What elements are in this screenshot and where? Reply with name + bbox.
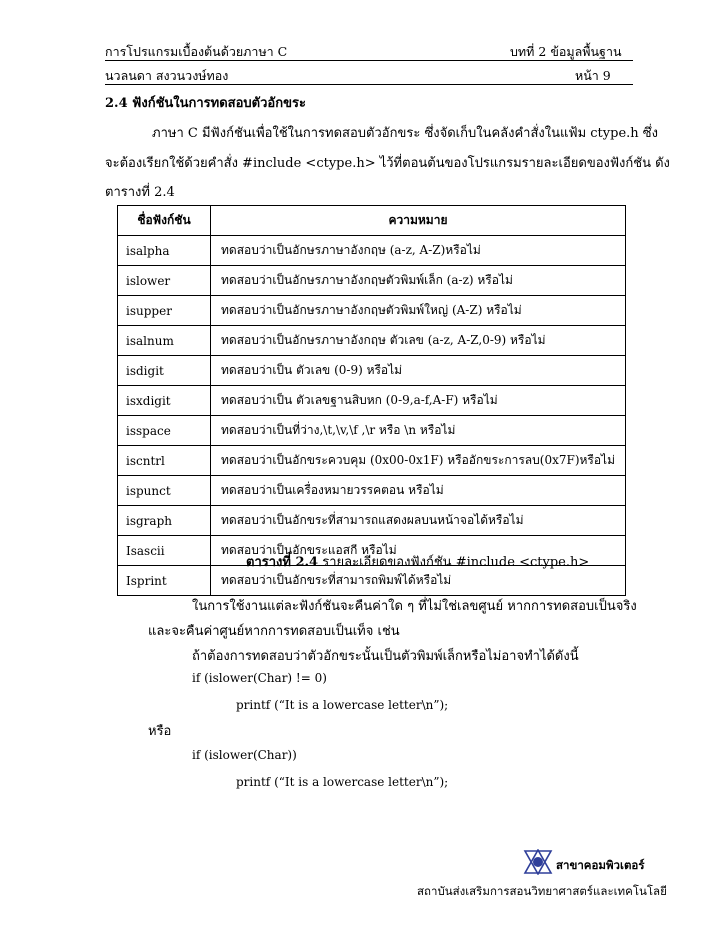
usage-paragraph-line-3: ถ้าต้องการทดสอบว่าตัวอักขระนั้นเป็นตัวพิมพ์เล็กหรือไม่อาจทำได้ดังนี้ [192,649,579,664]
function-name: isxdigit [118,386,211,416]
table-row [118,416,626,446]
table-row [118,266,626,296]
function-name: Isascii [118,536,211,566]
institute-logo-icon [523,849,553,875]
intro-paragraph-line-2: จะต้องเรียกใช้ด้วยคำสั่ง #include <ctype.h> ไว้ที่ตอนต้นของโปรแกรมรายละเอียดของฟังก์ชัน ดัง [105,156,670,171]
function-name: Isprint [118,566,211,596]
table-row [118,476,626,506]
function-description: ทดสอบว่าเป็นอักขระที่สามารถพิมพ์ได้หรือไม่ [211,566,626,596]
function-name: isgraph [118,506,211,536]
table-row [118,356,626,386]
code-example-2-printf: printf (“It is a lowercase letter\n”); [236,775,449,789]
table-row [118,446,626,476]
table-row [118,506,626,536]
code-example-1-condition: if (islower(Char) != 0) [192,671,327,685]
function-description: ทดสอบว่าเป็น ตัวเลขฐานสิบหก (0-9,a-f,A-F) หรือไม่ [211,386,626,416]
function-description: ทดสอบว่าเป็นอักขระที่สามารถแสดงผลบนหน้าจอได้หรือไม่ [211,506,626,536]
function-name: iscntrl [118,446,211,476]
usage-paragraph-line-1: ในการใช้งานแต่ละฟังก์ชันจะคืนค่าใด ๆ ที่ไม่ใช่เลขศูนย์ หากการทดสอบเป็นจริง [192,599,637,614]
header-author: นวลนดา สงวนวงษ์ทอง [105,68,229,83]
function-description: ทดสอบว่าเป็นอักขระควบคุม (0x00-0x1F) หรืออักขระการลบ(0x7F)หรือไม่ [211,446,626,476]
ctype-function-table [117,205,626,596]
function-name: isalpha [118,236,211,266]
function-name: ispunct [118,476,211,506]
intro-paragraph-line-1: ภาษา C มีฟังก์ชันเพื่อใช้ในการทดสอบตัวอักขระ ซึ่งจัดเก็บในคลังคำสั่งในแฟ้ม ctype.h ซึ่ง [152,126,658,141]
table-row [118,326,626,356]
header-chapter: บทที่ 2 ข้อมูลพื้นฐาน [510,44,622,59]
function-name: isspace [118,416,211,446]
function-description: ทดสอบว่าเป็นอักขระแอสกี หรือไม่ [211,536,626,566]
table-row [118,296,626,326]
function-name: isdigit [118,356,211,386]
function-name: isalnum [118,326,211,356]
section-heading: 2.4 ฟังก์ชันในการทดสอบตัวอักขระ [105,96,306,111]
function-description: ทดสอบว่าเป็นที่ว่าง,\t,\v,\f ,\r หรือ \n หรือไม่ [211,416,626,446]
or-text: หรือ [148,724,172,739]
intro-paragraph-line-3: ตารางที่ 2.4 [105,185,175,200]
table-caption-text: รายละเอียดของฟังก์ชัน #include <ctype.h> [318,555,590,570]
column-header-function: ชื่อฟังก์ชัน [118,206,211,236]
function-name: islower [118,266,211,296]
code-example-1-printf: printf (“It is a lowercase letter\n”); [236,698,449,712]
function-name: isupper [118,296,211,326]
header-course-title: การโปรแกรมเบื้องต้นด้วยภาษา C [105,44,288,59]
function-description: ทดสอบว่าเป็นอักษรภาษาอังกฤษตัวพิมพ์ใหญ่ (A-Z) หรือไม่ [211,296,626,326]
table-row [118,236,626,266]
table-caption [246,551,589,572]
code-example-2-condition: if (islower(Char)) [192,748,297,762]
function-description: ทดสอบว่าเป็นอักษรภาษาอังกฤษ (a-z, A-Z)หรือไม่ [211,236,626,266]
header-divider-bottom [105,84,633,85]
table-caption-label: ตารางที่ 2.4 [246,555,319,570]
function-description: ทดสอบว่าเป็น ตัวเลข (0-9) หรือไม่ [211,356,626,386]
function-description: ทดสอบว่าเป็นอักษรภาษาอังกฤษตัวพิมพ์เล็ก (a-z) หรือไม่ [211,266,626,296]
function-description: ทดสอบว่าเป็นเครื่องหมายวรรคตอน หรือไม่ [211,476,626,506]
table-row [118,386,626,416]
header-divider-top [105,60,633,61]
header-page-number: หน้า 9 [575,68,611,83]
footer-department: สาขาคอมพิวเตอร์ [556,858,645,872]
usage-paragraph-line-2: และจะคืนค่าศูนย์หากการทดสอบเป็นเท็จ เช่น [148,624,400,639]
table-header-row [118,206,626,236]
column-header-meaning: ความหมาย [211,206,626,236]
footer-institute: สถาบันส่งเสริมการสอนวิทยาศาสตร์และเทคโนโลยี [417,884,667,898]
function-description: ทดสอบว่าเป็นอักษรภาษาอังกฤษ ตัวเลข (a-z, A-Z,0-9) หรือไม่ [211,326,626,356]
